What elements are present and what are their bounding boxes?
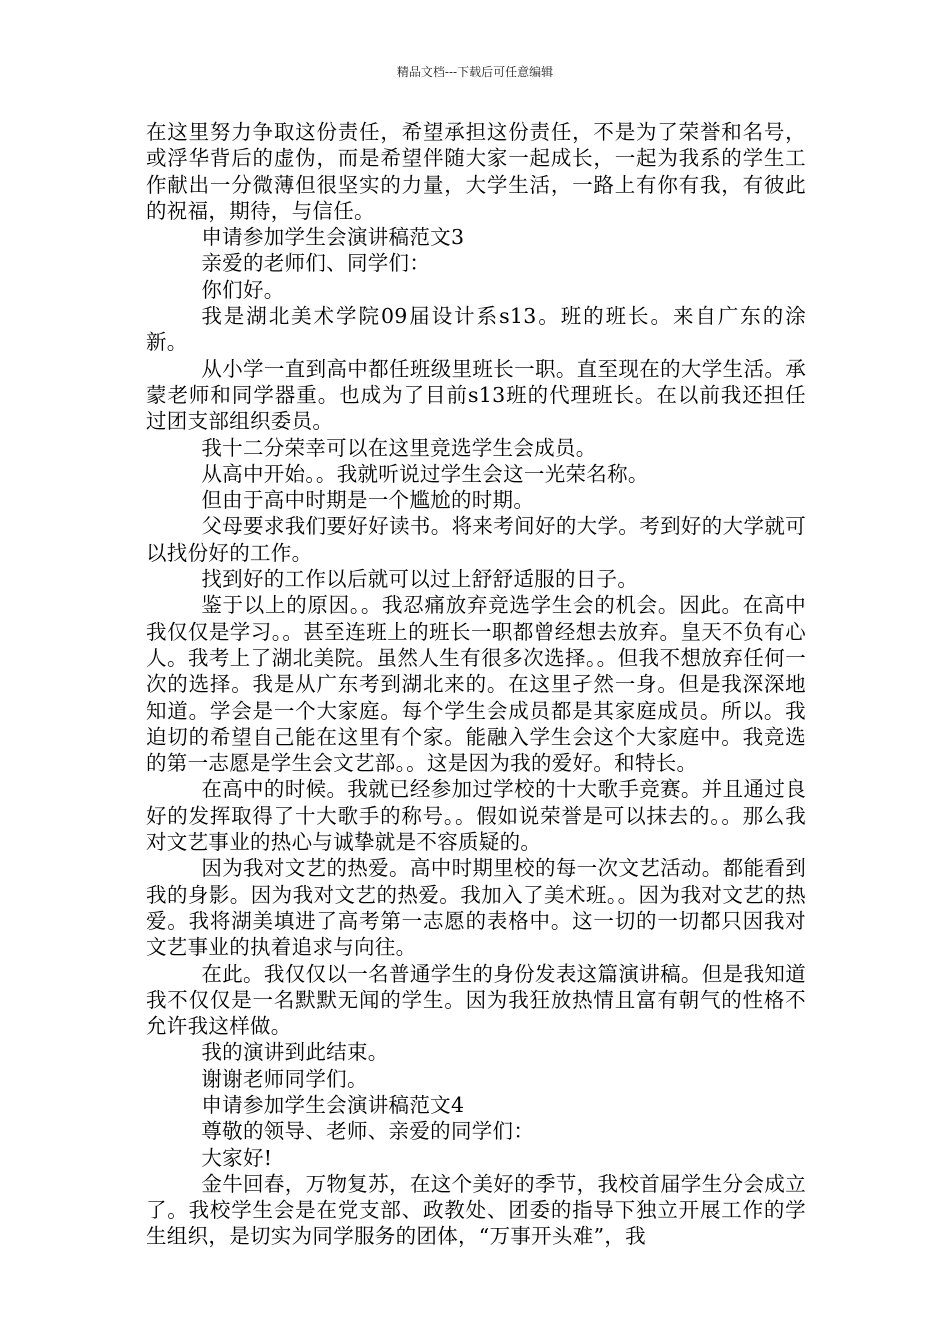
page-header: 精品文档---下载后可任意编辑 <box>396 65 554 79</box>
paragraph: 因为我对文艺的热爱。高中时期里校的每一次文艺活动。都能看到我的身影。因为我对文艺的热爱。我加入了美术班。。因为我对文艺的热爱。我将湖美填进了高考第一志愿的表格中。这一切的一切都只因我对文艺事业的执着追求与向往。 <box>146 856 806 960</box>
paragraph: 鉴于以上的原因。。我忍痛放弃竞选学生会的机会。因此。在高中我仅仅是学习。。甚至连班上的班长一职都曾经想去放弃。皇天不负有心人。我考上了湖北美院。虽然人生有很多次选择。。但我不想放弃任何一次的选择。我是从广东考到湖北来的。在这里孑然一身。但是我深深地知道。学会是一个大家庭。每个学生会成员都是其家庭成员。所以。我迫切的希望自己能在这里有个家。能融入学生会这个大家庭中。我竞选的第一志愿是学生会文艺部。。这是因为我的爱好。和特长。 <box>146 593 806 776</box>
document-body <box>146 119 806 1250</box>
paragraph: 我十二分荣幸可以在这里竞选学生会成员。 <box>201 435 597 460</box>
paragraph: 在此。我仅仅以一名普通学生的身份发表这篇演讲稿。但是我知道我不仅仅是一名默默无闻的学生。因为我狂放热情且富有朝气的性格不允许我这样做。 <box>146 961 806 1039</box>
section-heading: 申请参加学生会演讲稿范文3 <box>201 225 465 250</box>
paragraph: 从小学一直到高中都任班级里班长一职。直至现在的大学生活。承蒙老师和同学器重。也成为了目前s13班的代理班长。在以前我还担任过团支部组织委员。 <box>146 356 806 434</box>
greeting: 大家好! <box>201 1145 273 1170</box>
paragraph: 谢谢老师同学们。 <box>201 1066 368 1091</box>
section-heading: 申请参加学生会演讲稿范文4 <box>201 1092 465 1117</box>
salutation: 尊敬的领导、老师、亲爱的同学们： <box>201 1119 535 1144</box>
paragraph: 在高中的时候。我就已经参加过学校的十大歌手竞赛。并且通过良好的发挥取得了十大歌手的称号。。假如说荣誉是可以抹去的。。那么我对文艺事业的热心与诚挚就是不容质疑的。 <box>146 777 806 855</box>
salutation: 亲爱的老师们、同学们： <box>201 251 431 276</box>
paragraph: 从高中开始。。我就听说过学生会这一光荣名称。 <box>201 461 649 486</box>
greeting: 你们好。 <box>201 277 285 302</box>
paragraph: 但由于高中时期是一个尴尬的时期。 <box>201 488 535 513</box>
paragraph: 父母要求我们要好好读书。将来考间好的大学。考到好的大学就可以找份好的工作。 <box>146 514 806 565</box>
paragraph: 在这里努力争取这份责任，希望承担这份责任，不是为了荣誉和名号，或浮华背后的虚伪，而是希望伴随大家一起成长，一起为我系的学生工作献出一分微薄但很坚实的力量，大学生活，一路上有你有我，有彼此的祝福，期待，与信任。 <box>146 120 806 223</box>
paragraph: 金牛回春，万物复苏，在这个美好的季节，我校首届学生分会成立了。我校学生会是在党支部、政教处、团委的指导下独立开展工作的学生组织，是切实为同学服务的团体，“万事开头难”，我 <box>146 1171 806 1249</box>
paragraph: 找到好的工作以后就可以过上舒舒适服的日子。 <box>201 567 639 592</box>
paragraph: 我是湖北美术学院09届设计系s13。班的班长。来自广东的涂新。 <box>146 304 806 355</box>
paragraph: 我的演讲到此结束。 <box>201 1040 389 1065</box>
